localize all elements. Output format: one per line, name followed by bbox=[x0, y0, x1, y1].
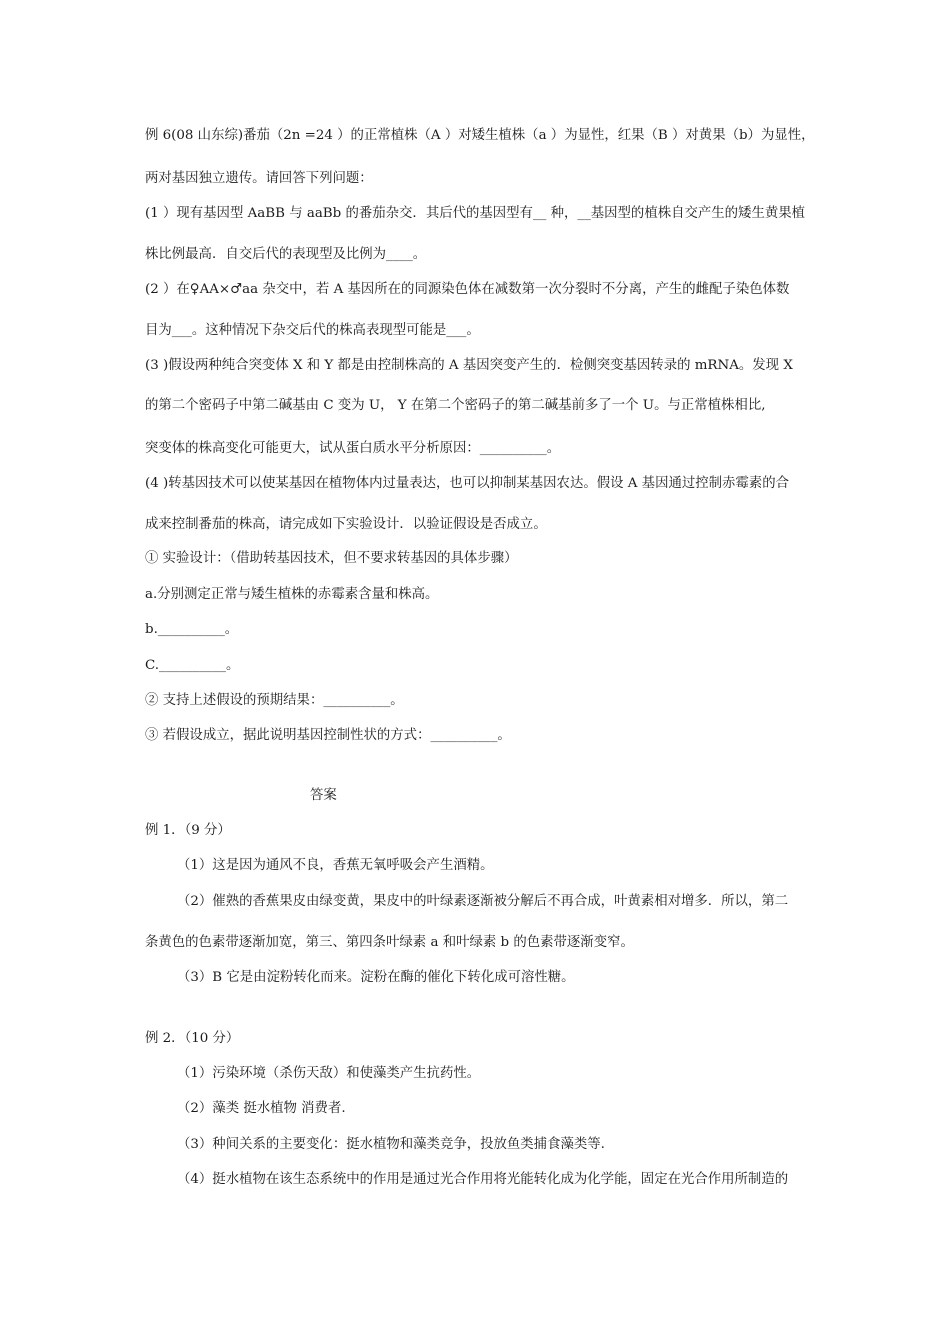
question-line: 突变体的株高变化可能更大，试从蛋白质水平分析原因：__________。 bbox=[145, 441, 561, 456]
question-line: a.分别测定正常与矮生植株的赤霉素含量和株高。 bbox=[145, 587, 439, 602]
answer-ex1-continuation: 条黄色的色素带逐渐加宽，第三、第四条叶绿素 a 和叶绿素 b 的色素带逐渐变窄。 bbox=[145, 935, 634, 950]
question-line: 成来控制番茄的株高，请完成如下实验设计．以验证假设是否成立。 bbox=[145, 517, 547, 532]
question-line: 目为___。这种情况下杂交后代的株高表现型可能是___。 bbox=[145, 323, 480, 338]
question-line: ③ 若假设成立，据此说明基因控制性状的方式：__________。 bbox=[145, 728, 511, 743]
question-line: ① 实验设计：（借助转基因技术，但不要求转基因的具体步骤） bbox=[145, 551, 518, 566]
answer-ex1-title: 例 1．（9 分） bbox=[145, 823, 231, 838]
answer-ex1-item: （2）催熟的香蕉果皮由绿变黄，果皮中的叶绿素逐渐被分解后不再合成，叶黄素相对增多．所以，第二 bbox=[177, 894, 789, 909]
question-line: ② 支持上述假设的预期结果：__________。 bbox=[145, 693, 404, 708]
question-line: 株比例最高．自交后代的表现型及比例为____。 bbox=[145, 247, 427, 262]
question-line: (1 ）现有基因型 AaBB 与 aaBb 的番茄杂交．其后代的基因型有__ 种，__基因型的植株自交产生的矮生黄果植 bbox=[145, 206, 806, 221]
question-line: 的第二个密码子中第二碱基由 C 变为 U， Y 在第二个密码子的第二碱基前多了一个 U。与正常植株相比, bbox=[145, 398, 766, 413]
question-line: b.__________。 bbox=[145, 622, 239, 637]
question-line: C.__________。 bbox=[145, 658, 240, 673]
answer-ex2-item: （1）污染环境（杀伤天敌）和使藻类产生抗药性。 bbox=[177, 1066, 481, 1081]
answer-ex2-item: （2）藻类 挺水植物 消费者. bbox=[177, 1101, 346, 1116]
question-line: (3 )假设两种纯合突变体 X 和 Y 都是由控制株高的 A 基因突变产生的．检侧突变基因转录的 mRNA。发现 X bbox=[145, 358, 793, 373]
answer-ex2-item: （3）种间关系的主要变化：挺水植物和藻类竞争，投放鱼类捕食藻类等. bbox=[177, 1137, 605, 1152]
question-line: (4 )转基因技术可以使某基因在植物体内过量表达，也可以抑制某基因农达。假设 A 基因通过控制赤霉素的合 bbox=[145, 476, 789, 491]
question-line: 例 6(08 山东综)番茄（2n =24 ）的正常植株（A ）对矮生植株（a ）为显性，红果（B ）对黄果（b）为显性， bbox=[145, 128, 815, 143]
answer-ex2-item: （4）挺水植物在该生态系统中的作用是通过光合作用将光能转化成为化学能，固定在光合作用所制造的 bbox=[177, 1172, 789, 1187]
question-line: 两对基因独立遗传。请回答下列问题： bbox=[145, 171, 373, 186]
answer-ex2-title: 例 2．（10 分） bbox=[145, 1031, 240, 1046]
answer-ex1-item: （3）B 它是由淀粉转化而来。淀粉在酶的催化下转化成可溶性糖。 bbox=[177, 970, 575, 985]
answer-ex1-item: （1）这是因为通风不良，香蕉无氧呼吸会产生酒精。 bbox=[177, 858, 494, 873]
answer-heading: 答案 bbox=[310, 788, 337, 803]
question-line: (2 ）在♀AA×♂aa 杂交中，若 A 基因所在的同源染色体在减数第一次分裂时不分离，产生的雌配子染色体数 bbox=[145, 282, 790, 297]
